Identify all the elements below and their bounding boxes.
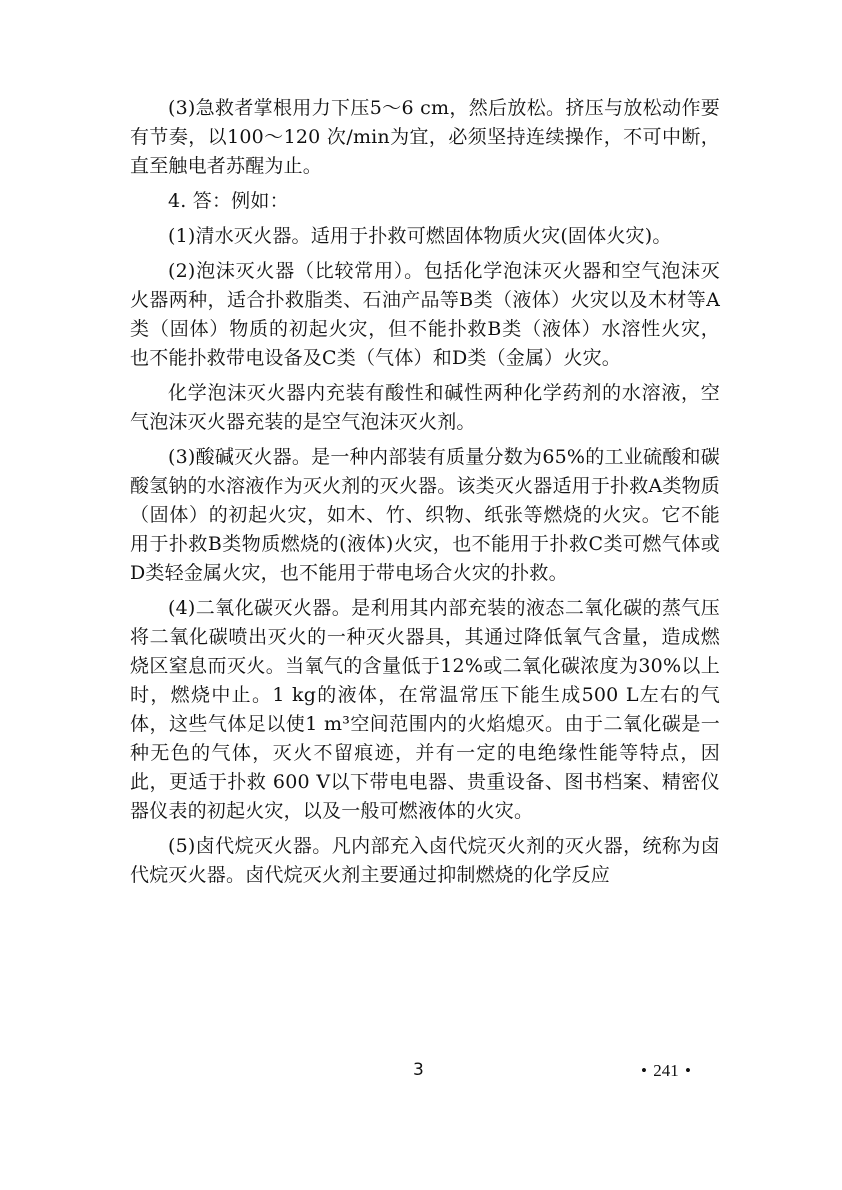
- footer-center-number: 3: [413, 1060, 424, 1080]
- paragraph-answer-4: 4. 答：例如：: [168, 190, 289, 212]
- paragraph-co2-extinguisher: (4)二氧化碳灭火器。是利用其内部充装的液态二氧化碳的蒸气压将二氧化碳喷出灭火的一种灭火器具，其通过降低氧气含量，造成燃烧区窒息而灭火。当氧气的含量低于12%或二氧化碳浓度为30%以上时，燃烧中止。1 kg的液体，在常温常压下能生成500 L左右的气体，这些气体足以使1 m³空间范围内的火焰熄灭。由于二氧化碳是一种无色的气体，灭火不留痕迹，并有一定的电绝缘性能等特点，因此，更适于扑救 600 V以下带电电器、贵重设备、图书档案、精密仪器仪表的初起火灾，以及一般可燃液体的火灾。: [130, 597, 720, 822]
- paragraph-foam-contents: 化学泡沫灭火器内充装有酸性和碱性两种化学药剂的水溶液，空气泡沫灭火器充装的是空气泡沫灭火剂。: [130, 382, 720, 433]
- paragraph-foam-extinguisher: (2)泡沫灭火器（比较常用）。包括化学泡沫灭火器和空气泡沫灭火器两种，适合扑救脂类、石油产品等B类（液体）火灾以及木材等A类（固体）物质的初起火灾，但不能扑救B类（液体）水溶性火灾，也不能扑救带电设备及C类（气体）和D类（金属）火灾。: [130, 260, 720, 369]
- paragraph-halon-extinguisher: (5)卤代烷灭火器。凡内部充入卤代烷灭火剂的灭火器，统称为卤代烷灭火器。卤代烷灭火剂主要通过抑制燃烧的化学反应: [130, 835, 720, 886]
- paragraph-cpr-step-3: (3)急救者掌根用力下压5～6 cm，然后放松。挤压与放松动作要有节奏，以100～120 次/min为宜，必须坚持连续操作，不可中断，直至触电者苏醒为止。: [130, 97, 720, 177]
- paragraph-acid-alkali-extinguisher: (3)酸碱灭火器。是一种内部装有质量分数为65%的工业硫酸和碳酸氢钠的水溶液作为灭火剂的灭火器。该类灭火器适用于扑救A类物质（固体）的初起火灾，如木、竹、织物、纸张等燃烧的火灾。它不能用于扑救B类物质燃烧的(液体)火灾，也不能用于扑救C类可燃气体或D类轻金属火灾，也不能用于带电场合火灾的扑救。: [130, 446, 720, 584]
- page-body: [130, 94, 720, 890]
- paragraph-water-extinguisher: (1)清水灭火器。适用于扑救可燃固体物质火灾(固体火灾)。: [168, 225, 672, 247]
- page-number: • 241 •: [641, 1061, 691, 1080]
